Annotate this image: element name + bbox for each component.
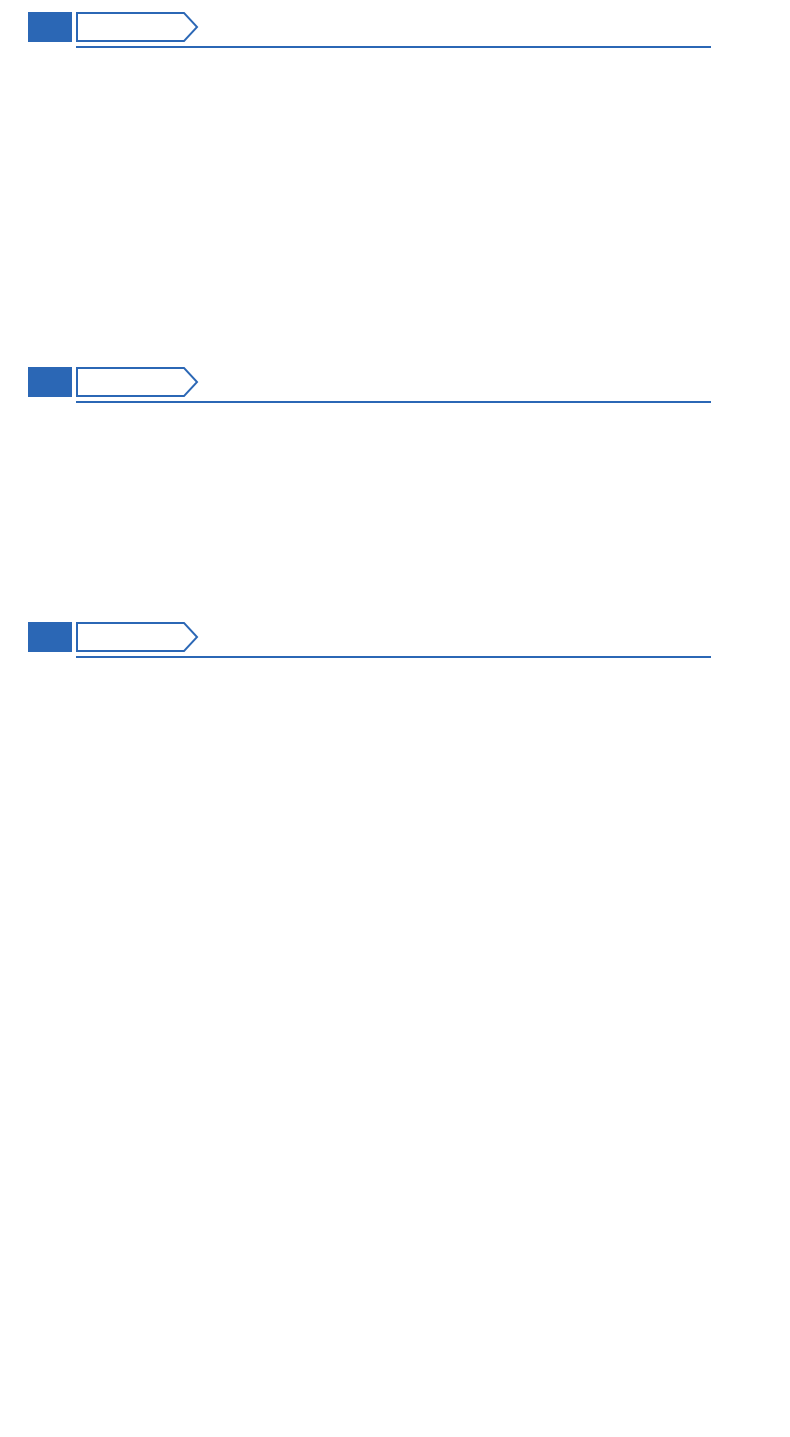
- section-tab: [76, 12, 198, 42]
- section-marker: [28, 367, 72, 397]
- section-tab: [76, 367, 198, 397]
- section-divider: [76, 46, 711, 48]
- section-marker: [28, 622, 72, 652]
- section-tab: [76, 622, 198, 652]
- section-divider: [76, 401, 711, 403]
- section-divider: [76, 656, 711, 658]
- section-marker: [28, 12, 72, 42]
